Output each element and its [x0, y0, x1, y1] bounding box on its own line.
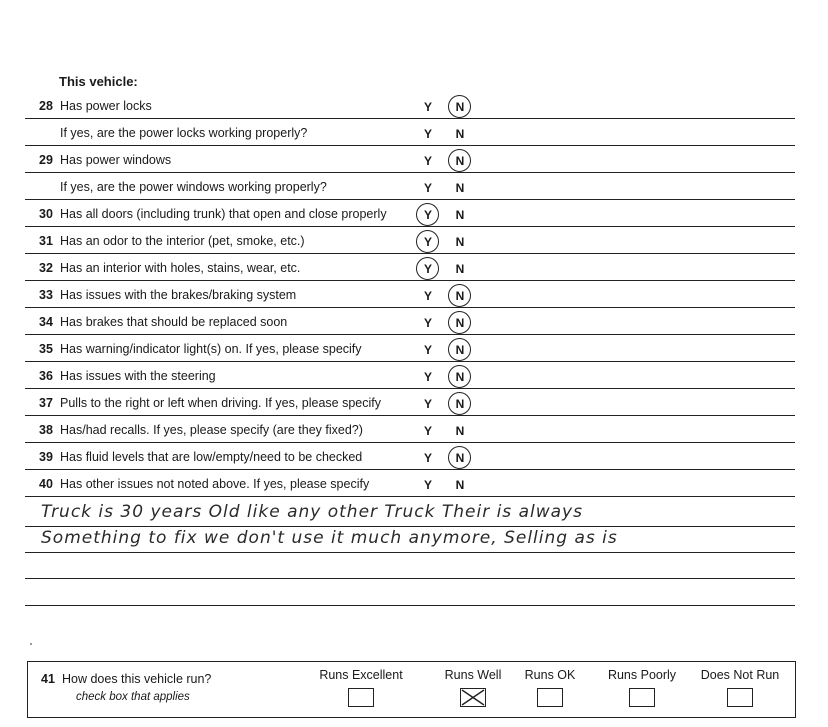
- run-option-checkbox[interactable]: [460, 688, 486, 707]
- run-option-label: Runs Poorly: [607, 668, 677, 682]
- no-option[interactable]: N: [450, 368, 470, 386]
- yes-option[interactable]: Y: [423, 100, 432, 114]
- question-number: 31: [39, 234, 53, 248]
- question-number: 28: [39, 99, 53, 113]
- yes-option[interactable]: Y: [423, 181, 432, 195]
- question-row: [25, 339, 795, 362]
- question-number: 35: [39, 342, 53, 356]
- question-row: [25, 204, 795, 227]
- question-text: Has all doors (including trunk) that open and close properly: [60, 207, 387, 221]
- question-text: Has fluid levels that are low/empty/need to be checked: [60, 450, 363, 464]
- question-text: Has/had recalls. If yes, please specify (are they fixed?): [60, 423, 363, 437]
- blank-answer-line: [25, 605, 795, 606]
- question-text: Has issues with the steering: [60, 369, 216, 383]
- question-number: 41: [41, 672, 55, 686]
- question-number: 30: [39, 207, 53, 221]
- question-number: 40: [39, 477, 53, 491]
- question-text: Has an interior with holes, stains, wear, etc.: [60, 261, 301, 275]
- question-text: If yes, are the power windows working properly?: [60, 180, 327, 194]
- yes-option[interactable]: Y: [418, 260, 438, 278]
- yes-option[interactable]: Y: [423, 478, 432, 492]
- yes-option[interactable]: Y: [423, 127, 432, 141]
- question-text: Has issues with the brakes/braking system: [60, 288, 297, 302]
- run-option-label: Runs OK: [524, 668, 576, 682]
- run-option-label: Runs Excellent: [319, 668, 403, 682]
- handwritten-note-line-1: [25, 500, 795, 527]
- no-option[interactable]: N: [455, 262, 465, 276]
- check-x-mark-icon: [461, 689, 485, 706]
- no-option[interactable]: N: [450, 341, 470, 359]
- question-number: 33: [39, 288, 53, 302]
- question-text: Has power windows: [60, 153, 172, 167]
- question-text: Has other issues not noted above. If yes, please specify: [60, 477, 370, 491]
- question-number: 34: [39, 315, 53, 329]
- no-option[interactable]: N: [455, 181, 465, 195]
- stray-mark: [30, 643, 32, 645]
- no-option[interactable]: N: [455, 235, 465, 249]
- run-option-label: Runs Well: [444, 668, 502, 682]
- yes-option[interactable]: Y: [423, 289, 432, 303]
- question-row: [25, 474, 795, 497]
- question-row: [25, 150, 795, 173]
- question-row: [25, 231, 795, 254]
- blank-answer-line: [25, 578, 795, 579]
- question-number: 32: [39, 261, 53, 275]
- run-condition-box: [27, 661, 796, 718]
- question-row: [25, 258, 795, 281]
- no-option[interactable]: N: [455, 208, 465, 222]
- question-number: 38: [39, 423, 53, 437]
- run-option-checkbox[interactable]: [629, 688, 655, 707]
- yes-option[interactable]: Y: [418, 233, 438, 251]
- yes-option[interactable]: Y: [423, 316, 432, 330]
- yes-option[interactable]: Y: [423, 370, 432, 384]
- no-option[interactable]: N: [450, 395, 470, 413]
- question-row: [25, 312, 795, 335]
- no-option[interactable]: N: [450, 314, 470, 332]
- question-row: [25, 285, 795, 308]
- no-option[interactable]: N: [450, 287, 470, 305]
- question-number: 36: [39, 369, 53, 383]
- question-text: Has an odor to the interior (pet, smoke, etc.): [60, 234, 305, 248]
- no-option[interactable]: N: [455, 424, 465, 438]
- yes-option[interactable]: Y: [423, 154, 432, 168]
- yes-option[interactable]: Y: [423, 397, 432, 411]
- no-option[interactable]: N: [455, 127, 465, 141]
- no-option[interactable]: N: [455, 478, 465, 492]
- yes-option[interactable]: Y: [418, 206, 438, 224]
- question-text: Pulls to the right or left when driving. If yes, please specify: [60, 396, 381, 410]
- question-row: [25, 393, 795, 416]
- yes-option[interactable]: Y: [423, 424, 432, 438]
- yes-option[interactable]: Y: [423, 343, 432, 357]
- handwritten-note-line-2: [25, 526, 795, 553]
- question-number: 37: [39, 396, 53, 410]
- section-title: This vehicle:: [59, 74, 138, 89]
- sub-question-row: [25, 177, 795, 200]
- question-number: 29: [39, 153, 53, 167]
- no-option[interactable]: N: [450, 449, 470, 467]
- question-row: [25, 96, 795, 119]
- question-text: If yes, are the power locks working properly?: [60, 126, 308, 140]
- question-text: How does this vehicle run?: [62, 672, 212, 686]
- handwritten-note-text: Truck is 30 years Old like any other Truck Their is always: [41, 502, 583, 522]
- sub-question-row: [25, 123, 795, 146]
- question-text: Has power locks: [60, 99, 152, 113]
- run-option-checkbox[interactable]: [537, 688, 563, 707]
- run-option-label: Does Not Run: [700, 668, 780, 682]
- question-row: [25, 366, 795, 389]
- yes-option[interactable]: Y: [423, 451, 432, 465]
- question-hint: check box that applies: [76, 691, 190, 703]
- question-text: Has warning/indicator light(s) on. If yes, please specify: [60, 342, 362, 356]
- question-row: [25, 420, 795, 443]
- question-number: 39: [39, 450, 53, 464]
- question-row: [25, 447, 795, 470]
- no-option[interactable]: N: [450, 98, 470, 116]
- question-text: Has brakes that should be replaced soon: [60, 315, 288, 329]
- run-option-checkbox[interactable]: [348, 688, 374, 707]
- handwritten-note-text: Something to fix we don't use it much anymore, Selling as is: [41, 528, 618, 548]
- no-option[interactable]: N: [450, 152, 470, 170]
- run-option-checkbox[interactable]: [727, 688, 753, 707]
